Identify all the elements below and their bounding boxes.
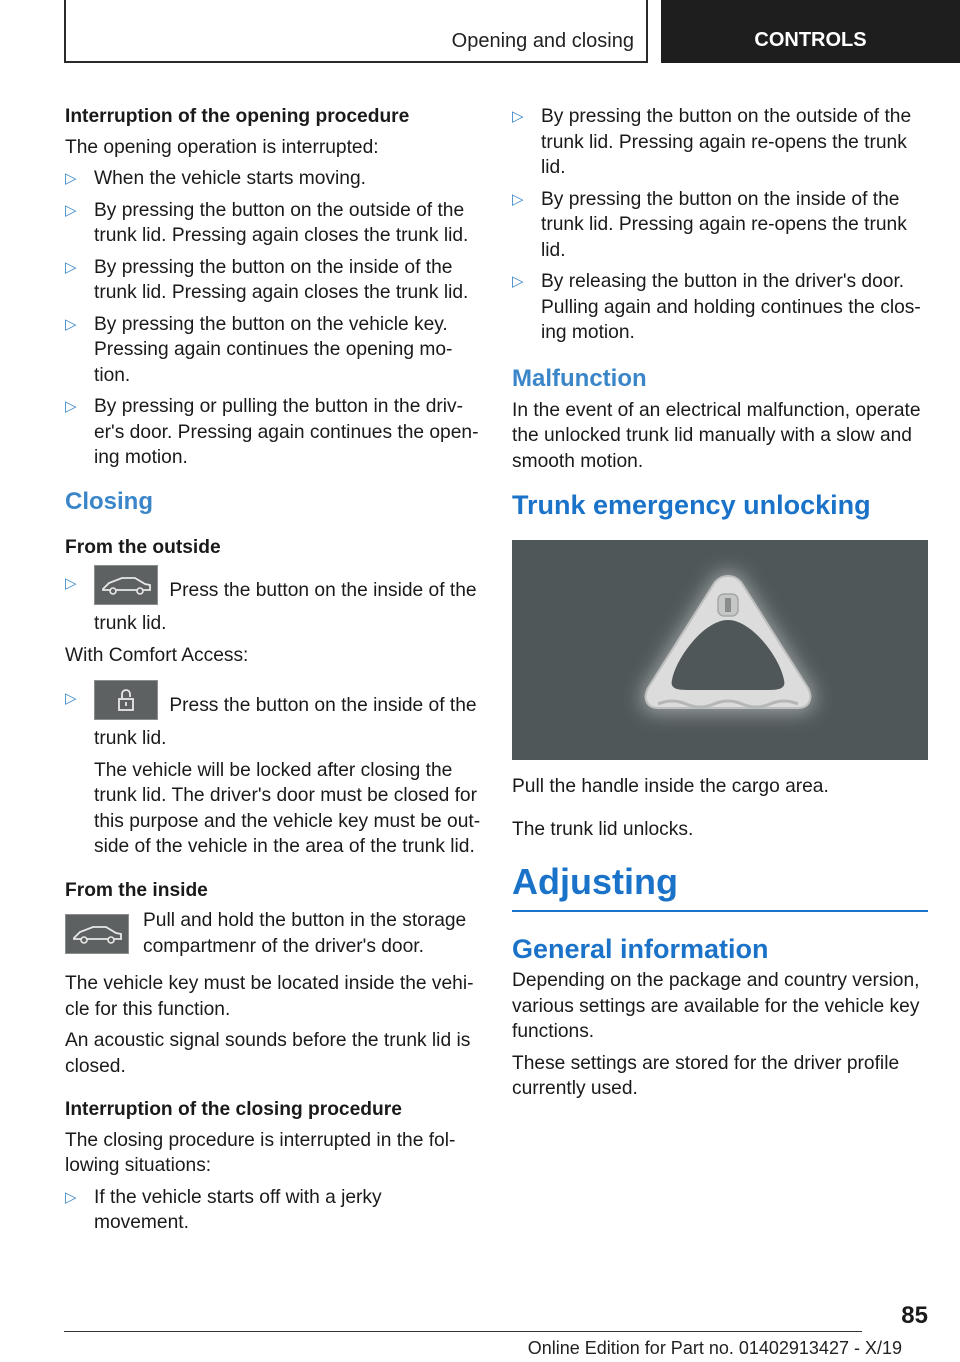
comfort-note: The vehicle will be locked after closing the trunk lid. The driver's door must be closed for this purpose and the vehicle key must be outside of the vehicle in the area of the trunk lid. [94, 759, 481, 857]
triangle-bullet-icon: ▷ [65, 258, 77, 276]
emergency-heading: Trunk emergency unlocking [512, 490, 871, 520]
list-item: ▷ When the vehicle starts moving. [65, 166, 481, 192]
from-outside-heading: From the outside [65, 536, 221, 558]
page-number: 85 [901, 1302, 928, 1329]
right-column [512, 104, 928, 1108]
chapter-tab [661, 0, 960, 63]
interrupt-open-intro: The opening operation is interrupted: [65, 136, 379, 158]
acoustic-note: An acoustic signal sounds before the trunk lid is closed. [65, 1030, 471, 1077]
list-item: ▷ By pressing or pulling the button in the driver's door. Pressing again continues the opening motion. [65, 396, 479, 468]
footer-divider [64, 1331, 862, 1332]
interrupt-open-heading: Interruption of the opening procedure [65, 106, 410, 127]
triangle-bullet-icon: ▷ [65, 170, 77, 187]
inside-instruction [65, 908, 481, 959]
lock-button-icon [94, 680, 158, 720]
triangle-bullet-icon: ▷ [65, 575, 77, 592]
list-item: ▷ By pressing the button on the outside of the trunk lid. Pressing again re-opens the trunk lid. [512, 106, 912, 178]
interrupt-close-list [65, 1185, 481, 1236]
general-info-heading: General information [512, 934, 769, 964]
list-item: ▷ If the vehicle starts off with a jerky movement. [65, 1186, 382, 1233]
comfort-list [65, 674, 481, 752]
emergency-handle-image [512, 540, 928, 760]
triangle-bullet-icon: ▷ [65, 201, 77, 219]
inside-text: Pull and hold the button in the storage compartmenr of the driver's door. [143, 910, 467, 957]
triangle-bullet-icon: ▷ [65, 690, 77, 707]
outside-list [65, 565, 481, 637]
malfunction-text: In the event of an electrical malfunction, operate the unlocked trunk lid manually with a slow and smooth motion. [512, 399, 921, 472]
chapter-label: CONTROLS [754, 29, 867, 51]
triangle-bullet-icon: ▷ [512, 108, 524, 125]
triangle-bullet-icon: ▷ [65, 1188, 77, 1206]
key-note: The vehicle key must be located inside the vehicle for this function. [65, 973, 474, 1020]
comfort-access-label: With Comfort Access: [65, 644, 249, 666]
continued-list [512, 104, 928, 346]
triangle-bullet-icon: ▷ [512, 273, 524, 290]
list-item: ▷ By pressing the button on the inside of the trunk lid. Pressing again closes the trunk lid. [65, 256, 469, 303]
list-item: ▷ By releasing the button in the driver's door. Pulling again and holding continues the closing motion. [512, 271, 921, 343]
closing-heading: Closing [65, 487, 153, 515]
car-trunk-button-icon [94, 565, 158, 605]
from-inside-heading: From the inside [65, 879, 208, 901]
edition-text: Online Edition for Part no. 01402913427 - X/19 [527, 1338, 902, 1358]
triangle-bullet-icon: ▷ [65, 315, 77, 333]
list-item: ▷ Press the button on the inside of the trunk lid. [65, 565, 481, 637]
car-trunk-button-icon [65, 914, 129, 954]
interrupt-close-intro: The closing procedure is interrupted in the following situations: [65, 1129, 456, 1176]
left-column [65, 104, 481, 1242]
section-title: Opening and closing [451, 30, 634, 52]
list-item: ▷ By pressing the button on the inside of the trunk lid. Pressing again re-opens the trunk lid. [512, 188, 907, 261]
triangle-bullet-icon: ▷ [512, 190, 524, 208]
emergency-caption-1: Pull the handle inside the cargo area. [512, 776, 829, 797]
interrupt-open-list [65, 166, 481, 471]
interrupt-close-heading: Interruption of the closing procedure [65, 1099, 402, 1120]
general-text-2: These settings are stored for the driver profile currently used. [512, 1052, 900, 1099]
list-item: ▷ By pressing the button on the vehicle key. Pressing again continues the opening motion. [65, 313, 453, 386]
section-divider [512, 910, 928, 912]
adjusting-heading: Adjusting [512, 861, 678, 902]
general-text-1: Depending on the package and country version, various settings are available for the vehicle key functions. [512, 970, 920, 1042]
list-item: ▷ Press the button on the inside of the trunk lid. [65, 674, 481, 752]
emergency-caption-2: The trunk lid unlocks. [512, 818, 694, 840]
list-item: ▷ By pressing the button on the outside of the trunk lid. Pressing again closes the trunk lid. [65, 199, 469, 246]
malfunction-heading: Malfunction [512, 364, 647, 392]
triangle-bullet-icon: ▷ [65, 398, 77, 415]
